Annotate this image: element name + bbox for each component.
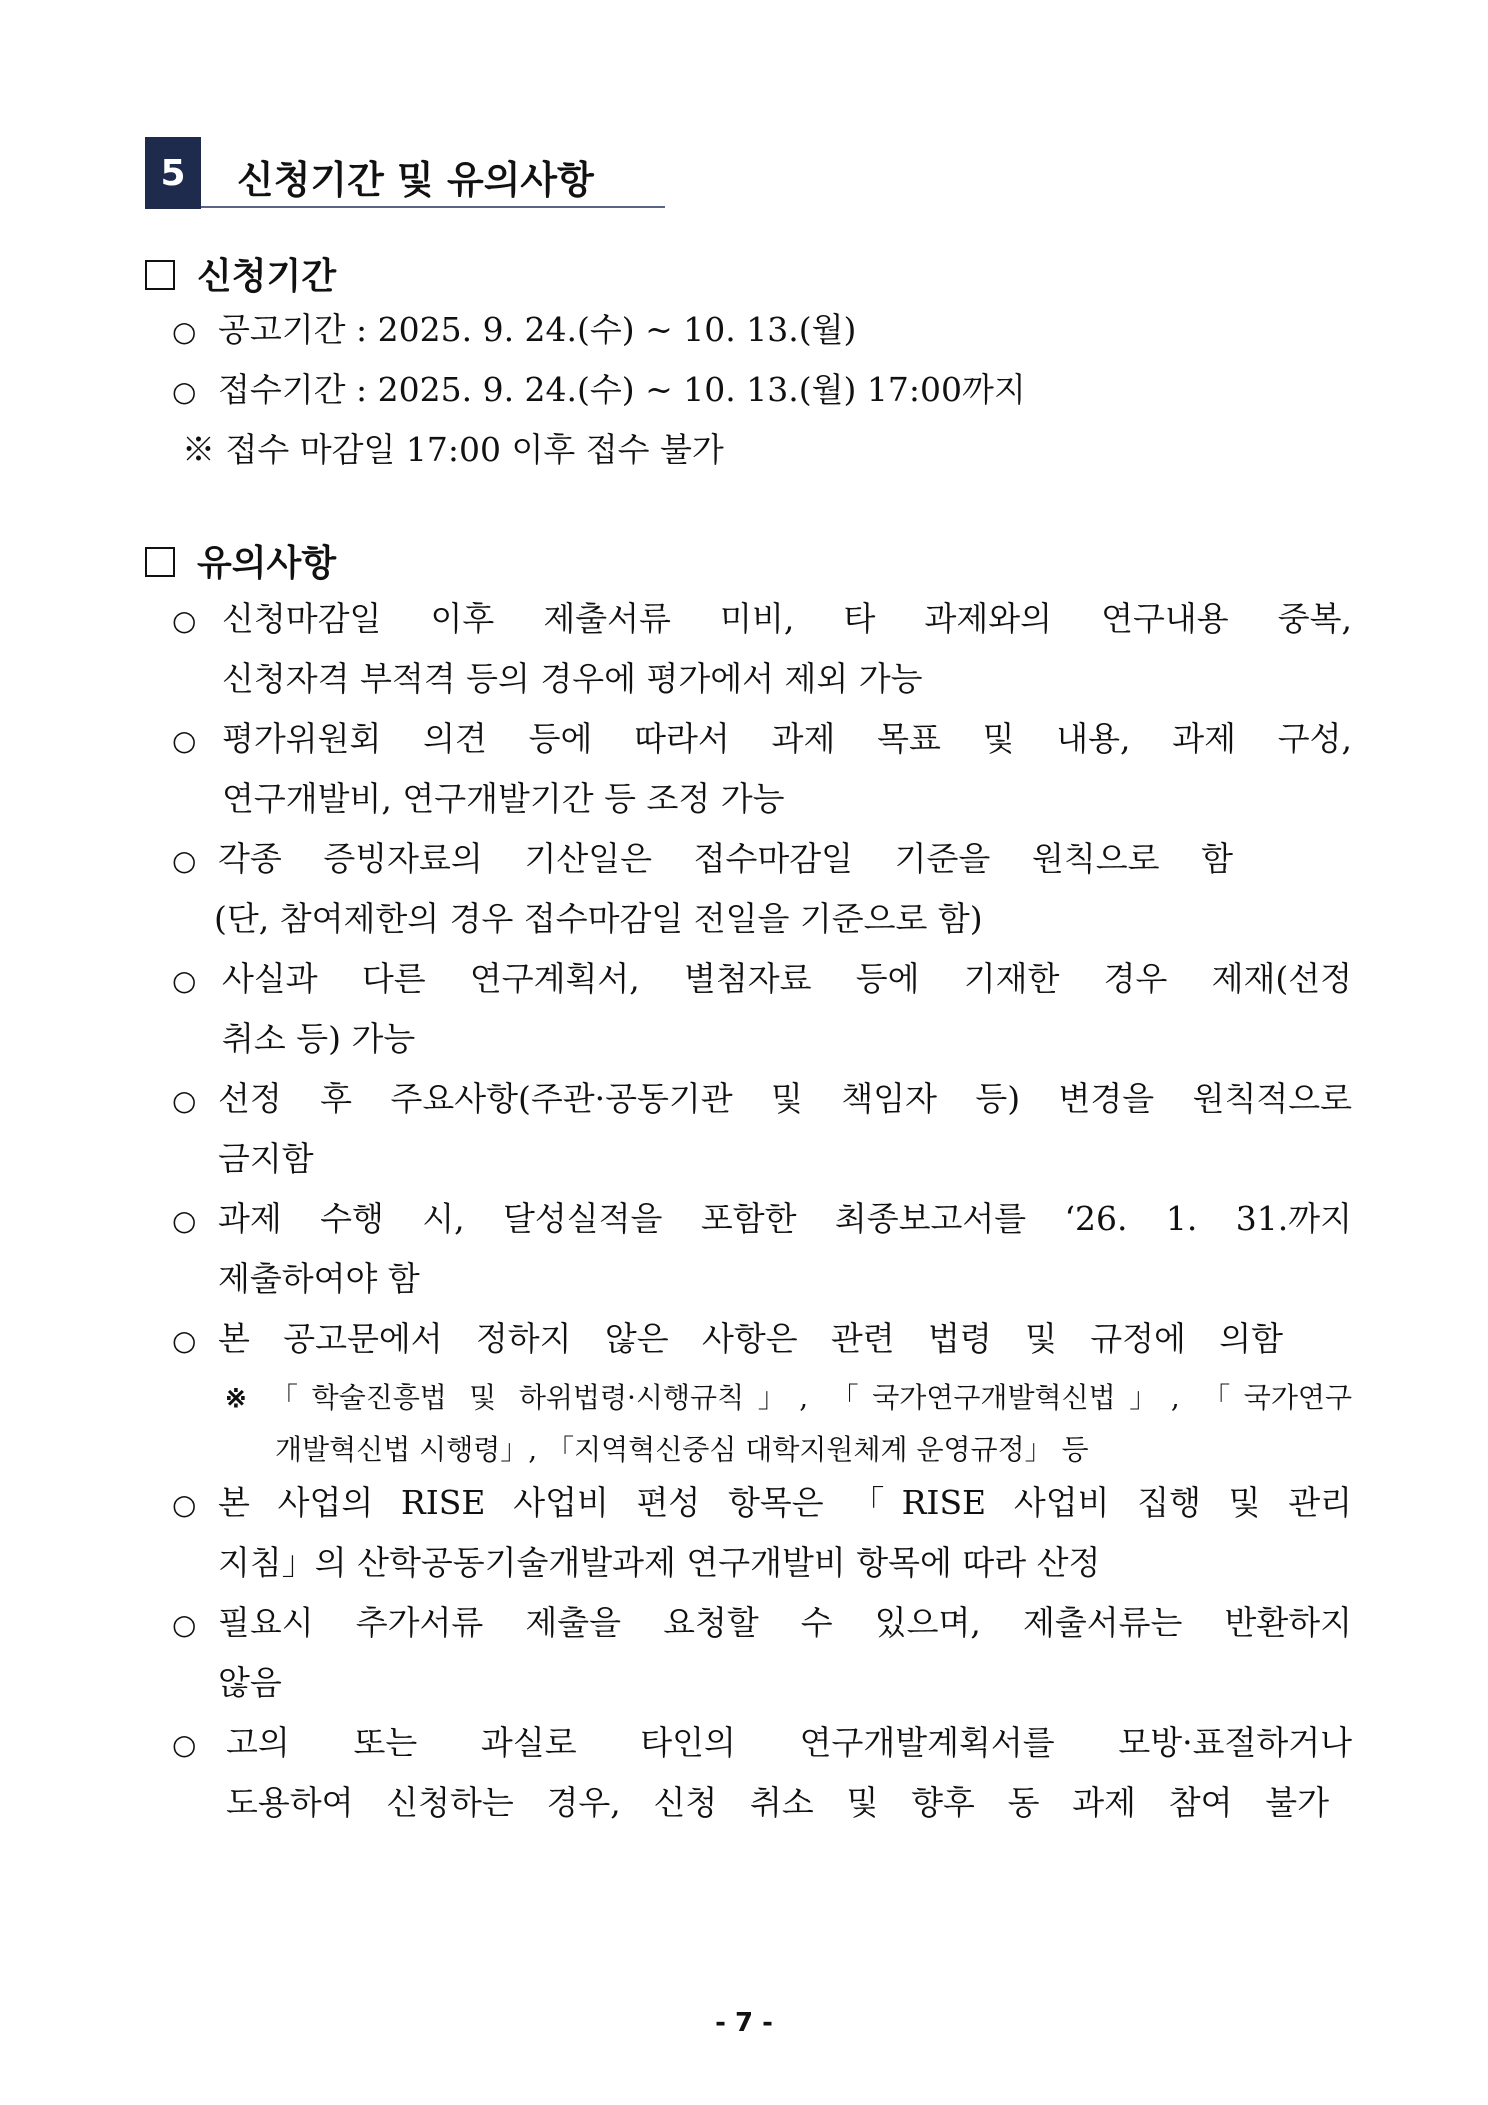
- reference-mark: ※: [225, 1384, 247, 1414]
- note-item-2-line-1: 평가위원회 의견 등에 따라서 과제 목표 및 내용, 과제 구성,: [222, 719, 1352, 758]
- note-item-4-line-1: 사실과 다른 연구계획서, 별첨자료 등에 기재한 경우 제재(선정: [222, 959, 1352, 998]
- period-heading: [145, 248, 336, 299]
- bullet-circle-icon: ○: [172, 375, 197, 408]
- note-item-4-line-2: 취소 등) 가능: [222, 1019, 416, 1058]
- bullet-circle-icon: ○: [172, 964, 197, 997]
- note-item-1-line-2: 신청자격 부적격 등의 경우에 평가에서 제외 가능: [222, 659, 923, 698]
- section-number: 5: [145, 137, 201, 209]
- bullet-circle-icon: ○: [172, 315, 197, 348]
- bullet-circle-icon: ○: [172, 1728, 197, 1761]
- period-note: ※ 접수 마감일 17:00 이후 접수 불가: [182, 430, 724, 469]
- section-header: [145, 137, 665, 209]
- period-item-receipt: 접수기간 : 2025. 9. 24.(수) ~ 10. 13.(월) 17:00까지: [218, 370, 1026, 409]
- bullet-circle-icon: ○: [172, 1204, 197, 1237]
- bullet-circle-icon: ○: [172, 1488, 197, 1521]
- note-item-3-line-2: (단, 참여제한의 경우 접수마감일 전일을 기준으로 함): [214, 899, 983, 938]
- note-item-8-line-2: 지침」의 산학공동기술개발과제 연구개발비 항목에 따라 산정: [218, 1543, 1101, 1582]
- note-item-2-line-2: 연구개발비, 연구개발기간 등 조정 가능: [222, 779, 785, 818]
- note-item-3-line-1: 각종 증빙자료의 기산일은 접수마감일 기준을 원칙으로 함: [218, 839, 1233, 878]
- note-item-9-line-2: 않음: [218, 1663, 282, 1702]
- note-item-1-line-1: 신청마감일 이후 제출서류 미비, 타 과제와의 연구내용 중복,: [222, 599, 1352, 638]
- bullet-circle-icon: ○: [172, 844, 197, 877]
- note-item-6-line-2: 제출하여야 함: [218, 1259, 420, 1298]
- note-item-7-line-1: 본 공고문에서 정하지 않은 사항은 관련 법령 및 규정에 의함: [218, 1319, 1283, 1358]
- notes-heading: [145, 535, 336, 586]
- bullet-circle-icon: ○: [172, 1324, 197, 1357]
- period-item-notice: 공고기간 : 2025. 9. 24.(수) ~ 10. 13.(월): [218, 310, 857, 349]
- note-item-5-line-2: 금지함: [218, 1139, 314, 1178]
- subnote-line-2: 개발혁신법 시행령」, 「지역혁신중심 대학지원체계 운영규정」 등: [275, 1433, 1089, 1466]
- note-item-10-line-1: 고의 또는 과실로 타인의 연구개발계획서를 모방·표절하거나: [226, 1723, 1352, 1762]
- checkbox-square-icon: [145, 260, 175, 290]
- bullet-circle-icon: ○: [172, 1084, 197, 1117]
- bullet-circle-icon: ○: [172, 604, 197, 637]
- period-heading-text: 신청기간: [197, 256, 337, 297]
- section-title: 신청기간 및 유의사항: [237, 158, 594, 202]
- note-item-8-line-1: 본 사업의 RISE 사업비 편성 항목은 「RISE 사업비 집행 및 관리: [218, 1483, 1352, 1522]
- page-number: - 7 -: [715, 2008, 773, 2038]
- bullet-circle-icon: ○: [172, 724, 197, 757]
- bullet-circle-icon: ○: [172, 1608, 197, 1641]
- note-item-6-line-1: 과제 수행 시, 달성실적을 포함한 최종보고서를 ‘26. 1. 31.까지: [218, 1199, 1352, 1238]
- notes-heading-text: 유의사항: [197, 543, 337, 584]
- note-item-9-line-1: 필요시 추가서류 제출을 요청할 수 있으며, 제출서류는 반환하지: [218, 1603, 1352, 1642]
- note-item-5-line-1: 선정 후 주요사항(주관·공동기관 및 책임자 등) 변경을 원칙적으로: [218, 1079, 1352, 1118]
- checkbox-square-icon: [145, 547, 175, 577]
- subnote-line-1: 「학술진흥법 및 하위법령·시행규칙」, 「국가연구개발혁신법」, 「국가연구: [270, 1381, 1352, 1414]
- note-item-10-line-2: 도용하여 신청하는 경우, 신청 취소 및 향후 동 과제 참여 불가: [226, 1783, 1329, 1822]
- section-underline: [201, 206, 665, 208]
